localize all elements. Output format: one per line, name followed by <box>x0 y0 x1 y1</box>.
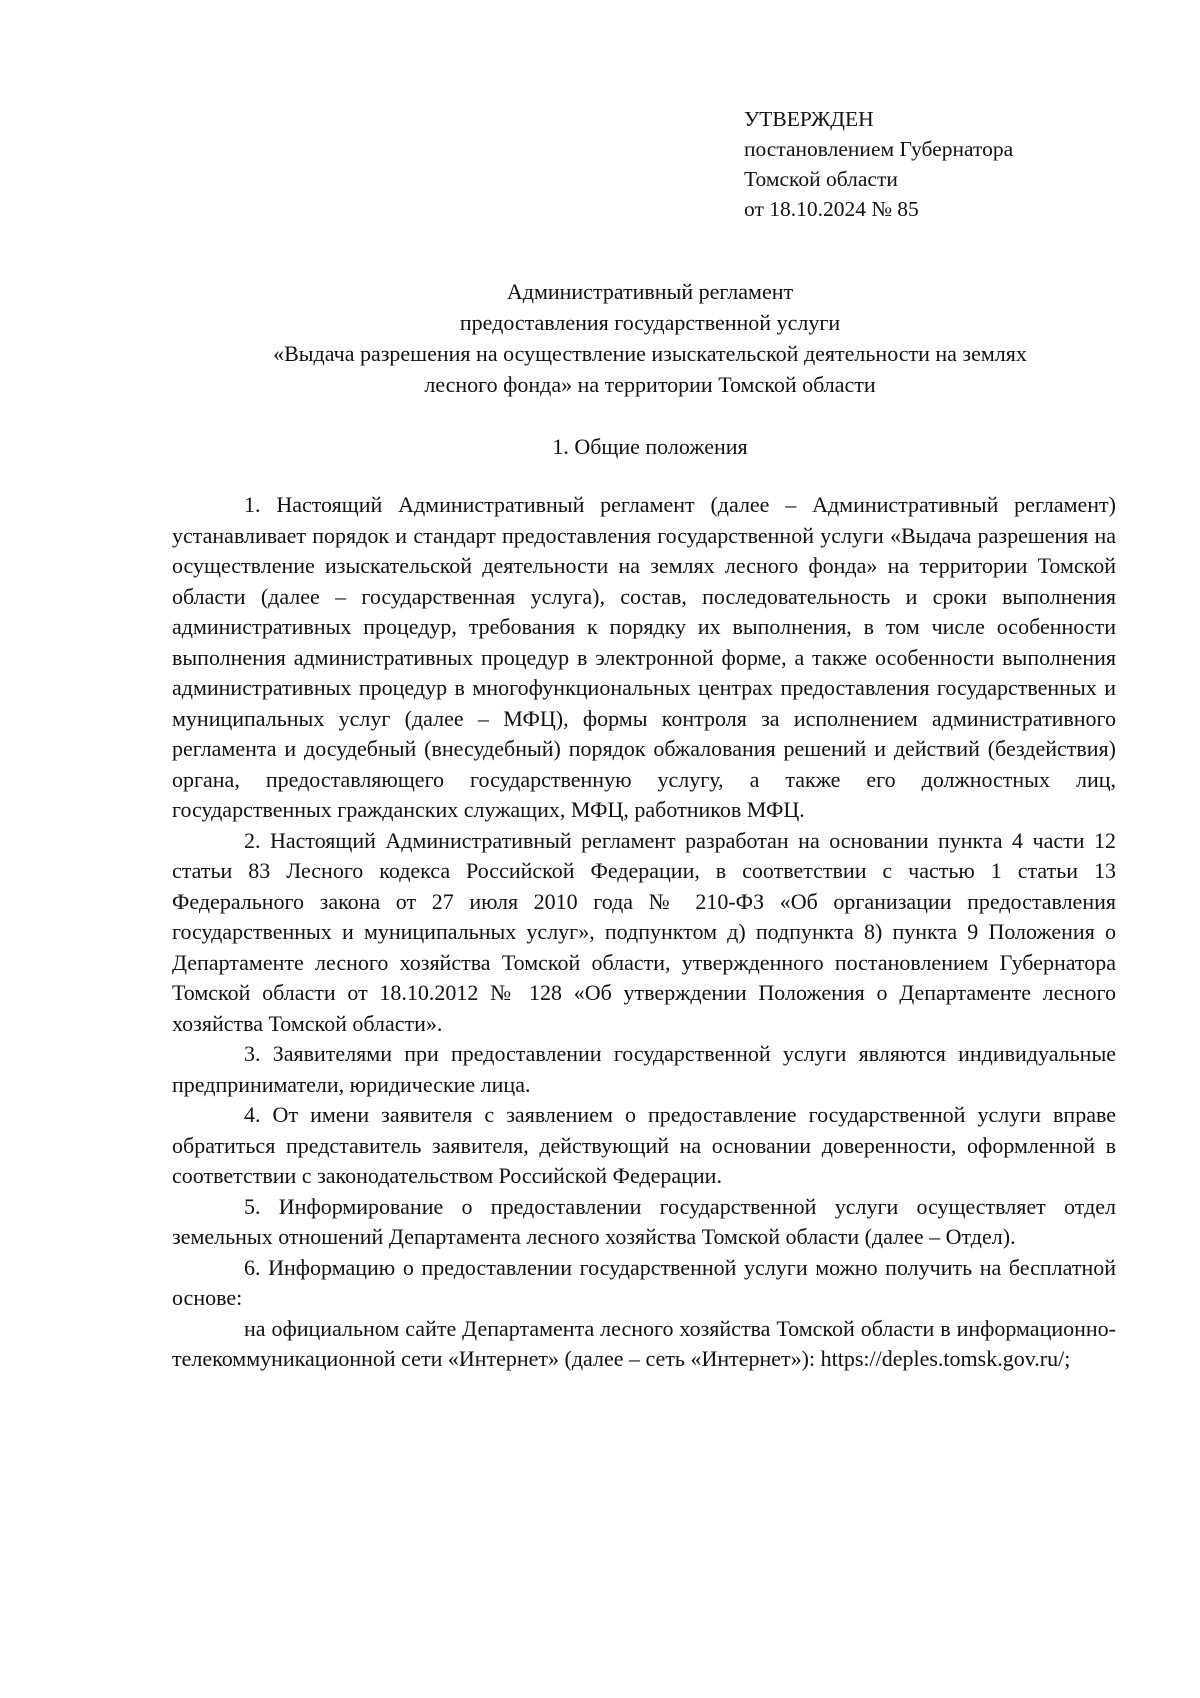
paragraph-4: 4. От имени заявителя с заявлением о предоставление государственной услуги вправе обратиться представитель заявителя, действующий на основании доверенности, оформленной в соответствии с законодательством Российской Федерации. <box>172 1102 1116 1188</box>
approval-status: УТВЕРЖДЕН <box>744 107 874 131</box>
approval-date-number: от 18.10.2024 № 85 <box>744 197 919 221</box>
document-title <box>170 276 1130 400</box>
approval-stamp <box>744 104 1013 224</box>
approval-issuer: постановлением Губернатора <box>744 137 1014 161</box>
title-line-3: «Выдача разрешения на осуществление изыскательской деятельности на землях <box>273 341 1027 366</box>
paragraph-3: 3. Заявителями при предоставлении государственной услуги являются индивидуальные предприниматели, юридические лица. <box>172 1041 1116 1097</box>
title-line-2: предоставления государственной услуги <box>459 310 841 335</box>
title-line-1: Административный регламент <box>506 279 794 304</box>
title-line-4: лесного фонда» на территории Томской области <box>424 372 876 397</box>
document-body <box>172 490 1116 1375</box>
paragraph-2: 2. Настоящий Административный регламент разработан на основании пункта 4 части 12 статьи 83 Лесного кодекса Российской Федерации, в соответствии с частью 1 статьи 13 Федерального закона от 27 июля 2010 года № 210-ФЗ «Об организации предоставления государственных и муниципальных услуг», подпунктом д) подпункта 8) пункта 9 Положения о Департаменте лесного хозяйства Томской области, утвержденного постановлением Губернатора Томской области от 18.10.2012 № 128 «Об утверждении Положения о Департаменте лесного хозяйства Томской области». <box>172 827 1116 1036</box>
section-heading: 1. Общие положения <box>552 434 748 459</box>
paragraph-1: 1. Настоящий Административный регламент (далее – Административный регламент) устанавливает порядок и стандарт предоставления государственной услуги «Выдача разрешения на осуществление изыскательской деятельности на землях лесного фонда» на территории Томской области (далее – государственная услуга), состав, последовательность и сроки выполнения административных процедур, требования к порядку их выполнения, в том числе особенности выполнения административных процедур в электронной форме, а также особенности выполнения административных процедур в многофункциональных центрах предоставления государственных и муниципальных услуг (далее – МФЦ), формы контроля за исполнением административного регламента и досудебный (внесудебный) порядок обжалования решений и действий (бездействия) органа, предоставляющего государственную услугу, а также его должностных лиц, государственных гражданских служащих, МФЦ, работников МФЦ. <box>172 492 1116 822</box>
approval-region: Томской области <box>744 167 898 191</box>
paragraph-6: 6. Информацию о предоставлении государственной услуги можно получить на бесплатной основе: <box>172 1254 1116 1310</box>
paragraph-6-item-website: на официальном сайте Департамента лесного хозяйства Томской области в информационно-телекоммуникационной сети «Интернет» (далее – сеть «Интернет»): https://deples.tomsk.gov.ru/; <box>172 1315 1116 1371</box>
paragraph-5: 5. Информирование о предоставлении государственной услуги осуществляет отдел земельных отношений Департамента лесного хозяйства Томской области (далее – Отдел). <box>172 1193 1116 1249</box>
